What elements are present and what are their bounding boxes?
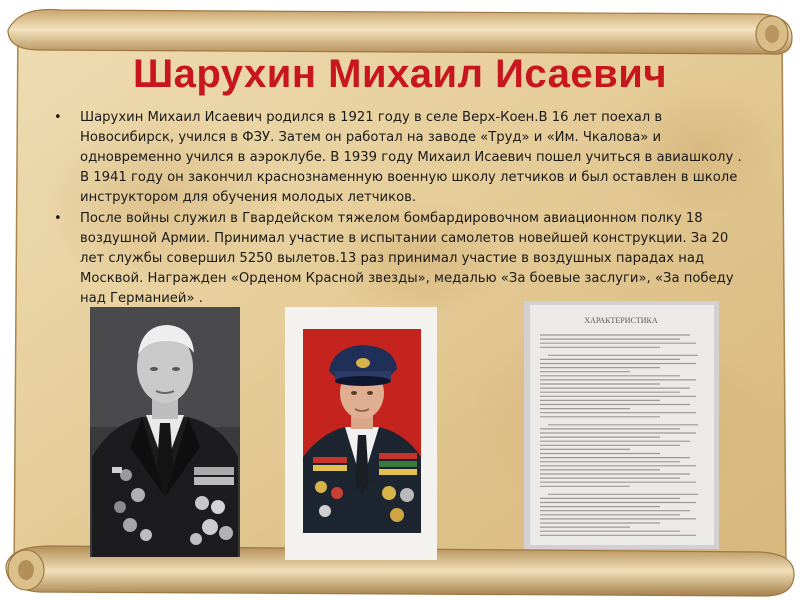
list-item bbox=[52, 209, 742, 309]
list-item bbox=[52, 108, 742, 208]
document-heading: ХАРАКТЕРИСТИКА bbox=[584, 316, 658, 325]
portrait-photo-black-white bbox=[90, 307, 240, 557]
document-page bbox=[524, 301, 719, 549]
biography-bullet-list bbox=[52, 108, 742, 310]
bullet-icon: • bbox=[54, 110, 62, 125]
biography-paragraph-1: Шарухин Михаил Исаевич родился в 1921 году в селе Верх-Коен.В 16 лет поехал в Новосибирск, учился в ФЗУ. Затем он работал на заводе «Труд» и «Им. Чкалова» и одновременно учился в аэроклубе. В 1939 году Михаил Исаевич пошел учиться в авиашколу . В 1941 году он закончил краснознаменную военную школу летчиков и был оставлен в школе инструктором для обучения молодых летчиков. bbox=[80, 110, 742, 205]
bullet-icon: • bbox=[54, 211, 62, 226]
document-photo-characteristic bbox=[524, 301, 719, 549]
portrait-photo-color-uniform bbox=[285, 307, 437, 560]
slide-title: Шарухин Михаил Исаевич bbox=[132, 52, 668, 96]
biography-paragraph-2: После войны служил в Гвардейском тяжелом бомбардировочном авиационном полку 18 воздушной Армии. Принимал участие в испытании самолетов новейшей конструкции. За 20 лет службы совершил 5250 вылетов.13 раз принимал участие в воздушных парадах над Москвой. Награжден «Орденом Красной звезды», медалью «За боевые заслуги», «За победу над Германией» . bbox=[80, 211, 734, 306]
